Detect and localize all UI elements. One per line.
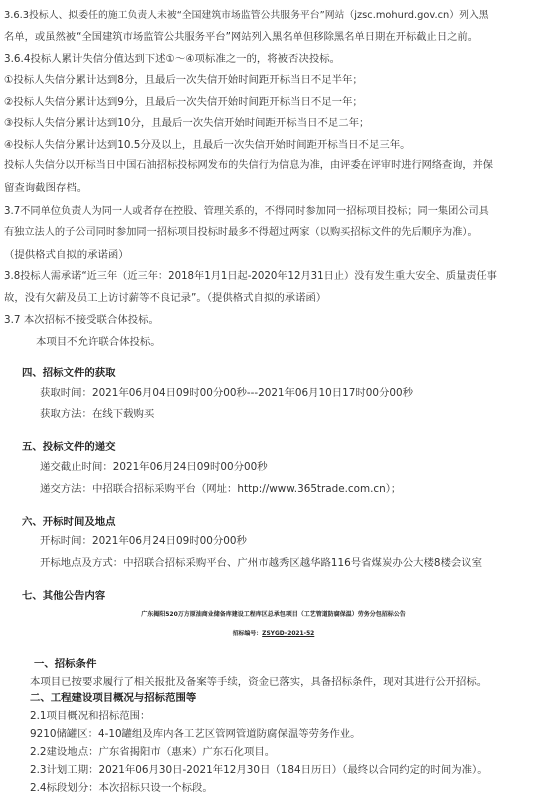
text-line: 2.1项目概况和招标范围： [30,710,151,722]
text-line: 3.7不同单位负责人为同一人或者存在控股、管理关系的，不得同时参加同一招标项目投标；同一集团公司具 [4,206,489,217]
text-line: 递交截止时间：2021年06月24日09时00分00秒 [40,461,268,473]
section-heading-6: 六、开标时间及地点 [22,516,116,528]
text-line: 3.6.3投标人、拟委任的施工负责人未被“全国建筑市场监管公共服务平台”网站（jzsc.mohurd.gov.cn）列入黑 [4,10,489,21]
text-line: ④投标人失信分累计达到10.5分及以上，且最后一次失信开始时间距开标当日不足三年。 [4,139,411,151]
text-line: 开标时间：2021年06月24日09时00分00秒 [40,535,247,547]
section-heading-4: 四、招标文件的获取 [22,367,116,379]
text-line: 2.4标段划分：本次招标只设一个标段。 [30,782,213,794]
text-line: 9210储罐区：4-10罐组及库内各工艺区管网管道防腐保温等劳务作业。 [30,728,361,740]
subsection-heading-1: 一、招标条件 [34,658,97,670]
text-line: （提供格式自拟的承诺函） [4,249,129,261]
text-line: ①投标人失信分累计达到8分，且最后一次失信开始时间距开标当日不足半年； [4,74,363,86]
tender-code [0,627,547,641]
text-line: 开标地点及方式：中招联合招标采购平台、广州市越秀区越华路116号省煤炭办公大楼8楼会议室 [40,557,483,569]
text-line: 2.2建设地点：广东省揭阳市（惠来）广东石化项目。 [30,746,276,758]
text-line: ②投标人失信分累计达到9分，且最后一次失信开始时间距开标当日不足一年； [4,96,363,108]
section-heading-5: 五、投标文件的递交 [22,441,116,453]
text-line: 名单，或虽然被“全国建筑市场监管公共服务平台”网站列入黑名单但移除黑名单日期在开标截止日之前。 [4,31,479,43]
text-line: 获取时间：2021年06月04日09时00分00秒---2021年06月10日17时00分00秒 [40,387,413,399]
text-line: 有独立法人的子公司同时参加同一招标项目投标时最多不得超过两家（以购买招标文件的先后顺序为准）。 [4,227,478,238]
subsection-heading-2: 二、工程建设项目概况与招标范围等 [30,692,197,704]
text-line: 3.7 本次招标不接受联合体投标。 [4,314,159,326]
text-line: 递交方法：中招联合招标采购平台（网址：http://www.365trade.com.cn）； [40,483,402,495]
text-line: 2.3计划工期：2021年06月30日-2021年12月30日（184日历日）（最终以合同约定的时间为准）。 [30,764,488,776]
text-line: 本项目已按要求履行了相关报批及备案等手续，资金已落实，具备招标条件，现对其进行公开招标。 [30,676,488,688]
tender-code-value: ZSYGD-2021-52 [262,631,315,637]
text-line: 本项目不允许联合体投标。 [36,336,161,348]
text-line: 留查询截图存档。 [4,182,88,194]
text-line: 3.8投标人需承诺“近三年（近三年：2018年1月1日起-2020年12月31日止）没有发生重大安全、质量责任事 [4,271,497,282]
tender-code-label: 招标编号： [232,631,263,637]
section-heading-7: 七、其他公告内容 [22,590,106,602]
text-line: 故，没有欠薪及员工上访讨薪等不良记录”。（提供格式自拟的承诺函） [4,292,327,304]
text-line: ③投标人失信分累计达到10分，且最后一次失信开始时间距开标当日不足二年； [4,117,370,129]
notice-title: 广东揭阳520万方原油商业储备库建设工程库区总承包项目（工艺管道防腐保温）劳务分包招标公告 [141,611,406,618]
text-line: 3.6.4投标人累计失信分值达到下述①～④项标准之一的，将被否决投标。 [4,53,341,65]
text-line: 获取方法：在线下载购买 [40,408,155,420]
text-line: 投标人失信分以开标当日中国石油招标投标网发布的失信行为信息为准，由评委在评审时进行网络查询，并保 [4,160,493,171]
